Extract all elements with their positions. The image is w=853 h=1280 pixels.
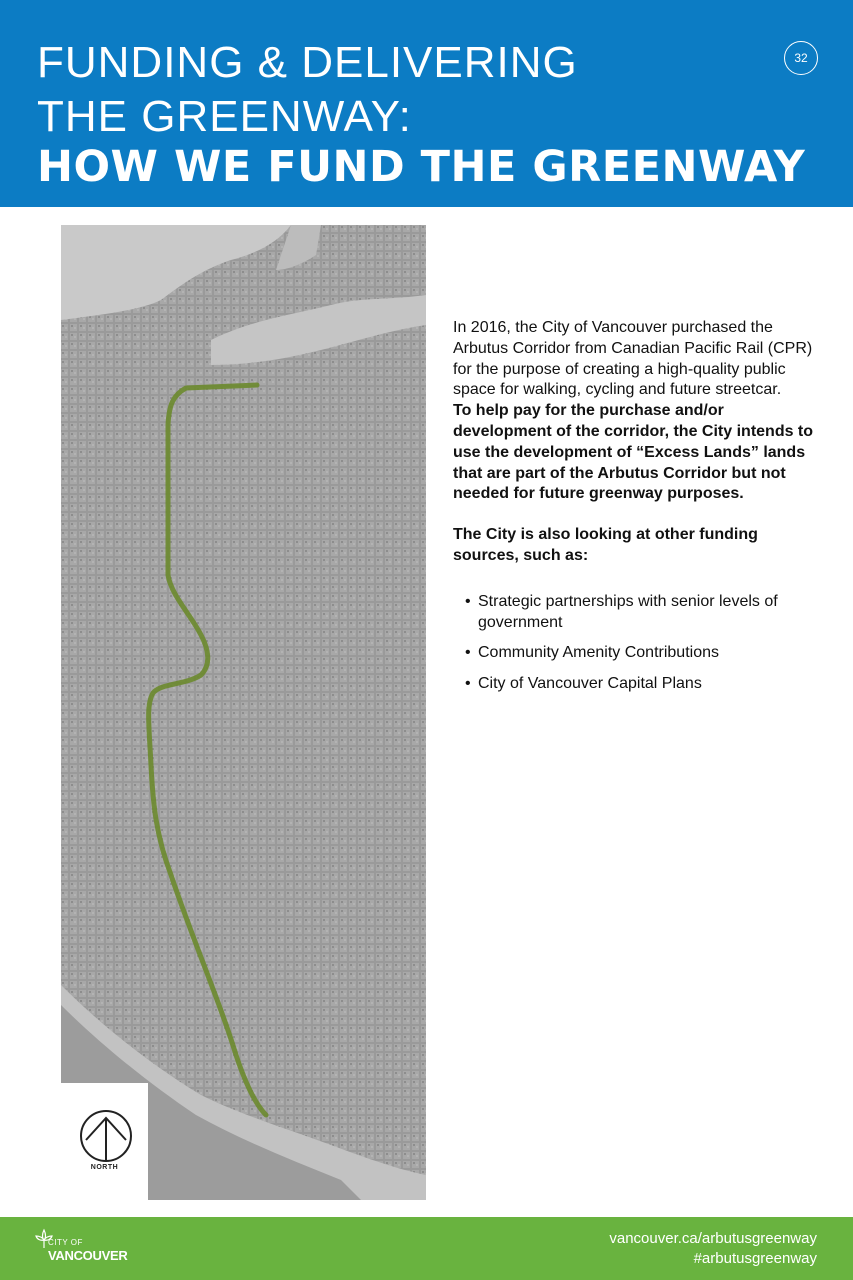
website-link[interactable]: vancouver.ca/arbutusgreenway bbox=[609, 1230, 817, 1247]
excess-lands-paragraph: To help pay for the purchase and/or development of the corridor, the City intends to use the development of “Excess Lands” lands that are part of the Arbutus Corridor but not needed for future greenway purposes. bbox=[453, 402, 814, 503]
north-arrow-icon bbox=[80, 1110, 132, 1162]
header-banner bbox=[0, 0, 853, 207]
intro-paragraph: In 2016, the City of Vancouver purchased the Arbutus Corridor from Canadian Pacific Rail (CPR) for the purpose of creating a high-quality public space for walking, cycling and future streetcar. bbox=[453, 319, 813, 399]
page-title: HOW WE FUND THE GREENWAY bbox=[37, 142, 806, 192]
north-indicator bbox=[61, 1083, 148, 1200]
logo-big-text: VANCOUVER bbox=[48, 1248, 128, 1263]
page-number-badge: 32 bbox=[784, 41, 818, 75]
footer-bar bbox=[0, 1217, 853, 1280]
list-item: • Strategic partnerships with senior levels of government bbox=[465, 592, 823, 634]
list-item: • Community Amenity Contributions bbox=[465, 643, 823, 664]
funding-list bbox=[453, 592, 823, 695]
body-text bbox=[453, 318, 823, 705]
title-line-1: FUNDING & DELIVERING bbox=[37, 38, 578, 87]
aerial-map-image bbox=[61, 225, 426, 1200]
title-line-2: THE GREENWAY: bbox=[37, 92, 412, 141]
logo-small-text: CITY OF bbox=[48, 1238, 83, 1247]
hashtag: #arbutusgreenway bbox=[693, 1250, 817, 1267]
corridor-map bbox=[61, 225, 426, 1200]
funding-heading: The City is also looking at other funding sources, such as: bbox=[453, 526, 758, 564]
north-label: NORTH bbox=[90, 1164, 119, 1171]
city-logo bbox=[34, 1228, 144, 1272]
list-item: • City of Vancouver Capital Plans bbox=[465, 674, 823, 695]
footer-links bbox=[609, 1229, 817, 1269]
